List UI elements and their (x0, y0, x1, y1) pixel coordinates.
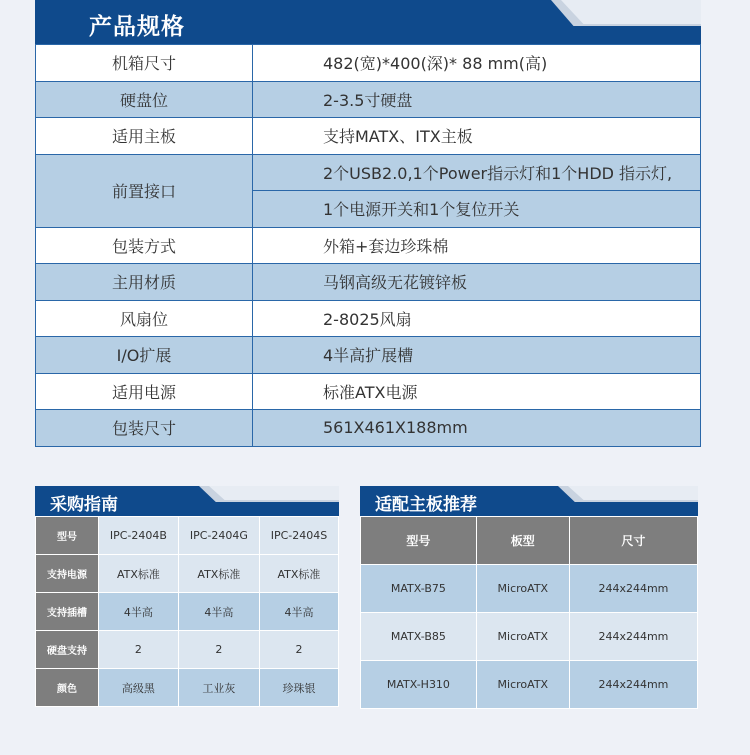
table-cell: 工业灰 (178, 669, 259, 707)
spec-key: 风扇位 (36, 300, 253, 337)
table-cell: MATX-H310 (361, 661, 477, 709)
table-cell: ATX标准 (259, 555, 338, 593)
spec-value-continued: 1个电源开关和1个复位开关 (253, 191, 701, 228)
spec-key: 主用材质 (36, 264, 253, 301)
table-cell: 珍珠银 (259, 669, 338, 707)
column-header: 型号 (361, 517, 477, 565)
spec-key: 机箱尺寸 (36, 45, 253, 82)
row-label: 型号 (36, 517, 99, 555)
table-cell: ATX标准 (99, 555, 179, 593)
table-cell: IPC-2404B (99, 517, 179, 555)
spec-value: 4半高扩展槽 (253, 337, 701, 374)
spec-value: 2-3.5寸硬盘 (253, 81, 701, 118)
spec-value: 标准ATX电源 (253, 373, 701, 410)
spec-value: 482(宽)*400(深)* 88 mm(高) (253, 45, 701, 82)
table-row (361, 661, 698, 709)
table-cell: 4半高 (178, 593, 259, 631)
table-cell: 4半高 (99, 593, 179, 631)
buying-guide-header (35, 486, 339, 516)
spec-value: 支持MATX、ITX主板 (253, 118, 701, 155)
spec-key: 包装方式 (36, 227, 253, 264)
row-label: 硬盘支持 (36, 631, 99, 669)
spec-row (36, 337, 701, 374)
table-cell: 2 (99, 631, 179, 669)
spec-row (36, 118, 701, 155)
spec-section (35, 0, 701, 447)
row-label: 支持电源 (36, 555, 99, 593)
table-cell: MATX-B85 (361, 613, 477, 661)
spec-row (36, 264, 701, 301)
spec-row (36, 81, 701, 118)
column-header: 板型 (476, 517, 569, 565)
spec-value: 2-8025风扇 (253, 300, 701, 337)
table-cell: 244x244mm (569, 661, 697, 709)
spec-row (36, 410, 701, 447)
spec-header (35, 0, 701, 44)
table-cell: 2 (259, 631, 338, 669)
spec-row (36, 154, 701, 191)
spec-key: I/O扩展 (36, 337, 253, 374)
spec-row (36, 300, 701, 337)
table-row (361, 565, 698, 613)
table-header-row (361, 517, 698, 565)
spec-key: 前置接口 (36, 154, 253, 227)
table-cell: 高级黑 (99, 669, 179, 707)
table-cell: MicroATX (476, 661, 569, 709)
table-cell: 244x244mm (569, 613, 697, 661)
spec-row (36, 45, 701, 82)
table-cell: MATX-B75 (361, 565, 477, 613)
table-cell: IPC-2404G (178, 517, 259, 555)
table-row (36, 517, 339, 555)
boards-table (360, 516, 698, 709)
spec-key: 硬盘位 (36, 81, 253, 118)
table-row (36, 555, 339, 593)
table-cell: IPC-2404S (259, 517, 338, 555)
spec-key: 适用电源 (36, 373, 253, 410)
spec-row (36, 227, 701, 264)
column-header: 尺寸 (569, 517, 697, 565)
row-label: 支持插槽 (36, 593, 99, 631)
spec-key: 适用主板 (36, 118, 253, 155)
spec-value: 马钢高级无花镀锌板 (253, 264, 701, 301)
table-cell: 4半高 (259, 593, 338, 631)
table-cell: MicroATX (476, 613, 569, 661)
spec-value: 外箱+套边珍珠棉 (253, 227, 701, 264)
spec-title: 产品规格 (89, 14, 185, 40)
table-cell: MicroATX (476, 565, 569, 613)
table-row (361, 613, 698, 661)
table-row (36, 631, 339, 669)
table-cell: 2 (178, 631, 259, 669)
table-row (36, 669, 339, 707)
table-cell: ATX标准 (178, 555, 259, 593)
table-cell: 244x244mm (569, 565, 697, 613)
spec-value: 561X461X188mm (253, 410, 701, 447)
spec-row (36, 373, 701, 410)
boards-header (360, 486, 698, 516)
boards-title: 适配主板推荐 (375, 495, 477, 515)
spec-value: 2个USB2.0,1个Power指示灯和1个HDD 指示灯, (253, 154, 701, 191)
buying-guide-table (35, 516, 339, 707)
row-label: 颜色 (36, 669, 99, 707)
spec-table (35, 44, 701, 447)
table-row (36, 593, 339, 631)
boards-section (360, 486, 698, 709)
buying-guide-section (35, 486, 339, 707)
buying-guide-title: 采购指南 (50, 495, 118, 515)
spec-key: 包装尺寸 (36, 410, 253, 447)
